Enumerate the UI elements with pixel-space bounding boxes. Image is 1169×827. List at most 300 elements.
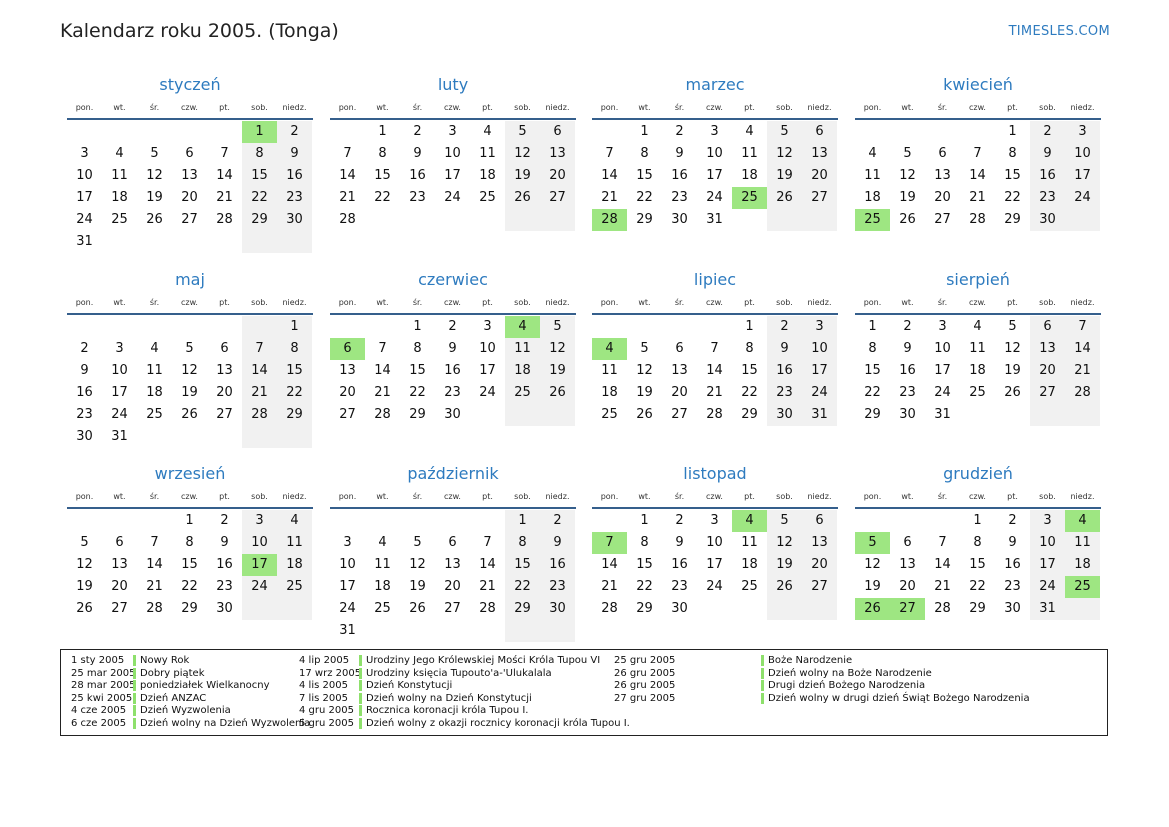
month-name: marzec bbox=[685, 75, 745, 94]
month-name: luty bbox=[437, 75, 469, 94]
weekday-label: niedz. bbox=[282, 298, 307, 307]
day-cell: 29 bbox=[969, 601, 986, 616]
day-cell: 30 bbox=[540, 598, 575, 620]
empty-cell bbox=[697, 316, 732, 338]
legend-holiday-name: poniedziałek Wielkanocny bbox=[133, 680, 270, 691]
day-cell: 29 bbox=[277, 404, 312, 426]
day-cell: 11 bbox=[374, 557, 391, 572]
empty-cell bbox=[242, 316, 277, 338]
legend-date: 6 cze 2005 bbox=[71, 718, 127, 729]
month-name: maj bbox=[175, 270, 205, 289]
day-cell: 11 bbox=[741, 146, 758, 161]
day-cell: 26 bbox=[1004, 385, 1021, 400]
day-cell: 17 bbox=[1065, 165, 1100, 187]
day-cell: 8 bbox=[973, 535, 982, 550]
weekday-label: pon. bbox=[600, 298, 619, 307]
day-cell: 23 bbox=[1030, 187, 1065, 209]
legend-date: 1 sty 2005 bbox=[71, 655, 125, 666]
weekday-label: wt. bbox=[113, 492, 126, 501]
day-cell: 14 bbox=[146, 557, 163, 572]
empty-cell bbox=[102, 510, 137, 532]
day-cell: 14 bbox=[479, 557, 496, 572]
weekday-label: wt. bbox=[638, 492, 651, 501]
day-cell: 15 bbox=[636, 168, 653, 183]
day-cell: 24 bbox=[479, 385, 496, 400]
day-grid bbox=[67, 510, 313, 620]
weekday-label: sob. bbox=[251, 103, 268, 112]
day-cell: 21 bbox=[146, 579, 163, 594]
empty-cell bbox=[400, 620, 435, 642]
empty-cell bbox=[925, 510, 960, 532]
day-cell: 11 bbox=[1065, 532, 1100, 554]
day-cell: 30 bbox=[767, 404, 802, 426]
day-cell: 19 bbox=[899, 190, 916, 205]
empty-cell bbox=[767, 209, 802, 231]
month-name: kwiecień bbox=[943, 75, 1013, 94]
day-cell: 4 bbox=[505, 316, 540, 338]
empty-cell bbox=[137, 231, 172, 253]
empty-cell bbox=[470, 510, 505, 532]
day-cell: 15 bbox=[181, 557, 198, 572]
month-block bbox=[855, 267, 1101, 426]
day-cell: 23 bbox=[1004, 579, 1021, 594]
day-cell: 5 bbox=[150, 146, 159, 161]
day-cell: 10 bbox=[706, 535, 723, 550]
month-block bbox=[67, 267, 313, 448]
holiday-legend bbox=[60, 649, 1108, 736]
weekday-label: pon. bbox=[338, 492, 357, 501]
day-cell: 30 bbox=[444, 407, 461, 422]
day-cell: 10 bbox=[111, 363, 128, 378]
empty-cell bbox=[102, 316, 137, 338]
day-cell: 15 bbox=[636, 557, 653, 572]
empty-cell bbox=[365, 209, 400, 231]
day-cell: 23 bbox=[540, 576, 575, 598]
month-block bbox=[67, 461, 313, 620]
empty-cell bbox=[662, 316, 697, 338]
empty-cell bbox=[540, 404, 575, 426]
day-cell: 22 bbox=[277, 382, 312, 404]
day-cell: 14 bbox=[601, 557, 618, 572]
day-cell: 24 bbox=[242, 576, 277, 598]
day-cell: 3 bbox=[80, 146, 89, 161]
weekday-header bbox=[67, 98, 313, 118]
day-cell: 9 bbox=[903, 341, 912, 356]
legend-date: 26 gru 2005 bbox=[614, 680, 676, 692]
day-cell: 27 bbox=[890, 598, 925, 620]
day-cell: 22 bbox=[242, 187, 277, 209]
day-cell: 13 bbox=[216, 363, 233, 378]
day-cell: 19 bbox=[1004, 363, 1021, 378]
day-cell: 24 bbox=[76, 212, 93, 227]
day-cell: 9 bbox=[277, 143, 312, 165]
weekday-header bbox=[592, 487, 838, 507]
day-cell: 27 bbox=[802, 187, 837, 209]
day-cell: 14 bbox=[242, 360, 277, 382]
month-block bbox=[330, 461, 576, 642]
legend-date: 4 lip 2005 bbox=[299, 655, 350, 666]
weekday-label: pt. bbox=[219, 298, 230, 307]
day-cell: 3 bbox=[242, 510, 277, 532]
day-cell: 16 bbox=[409, 168, 426, 183]
day-cell: 14 bbox=[934, 557, 951, 572]
day-cell: 22 bbox=[969, 579, 986, 594]
weekday-label: pon. bbox=[75, 492, 94, 501]
day-cell: 23 bbox=[444, 385, 461, 400]
legend-holiday-name: Dzień Wyzwolenia bbox=[133, 705, 231, 716]
day-cell: 27 bbox=[671, 407, 688, 422]
day-cell: 9 bbox=[1008, 535, 1017, 550]
day-cell: 22 bbox=[741, 385, 758, 400]
day-cell: 23 bbox=[216, 579, 233, 594]
day-cell: 29 bbox=[181, 601, 198, 616]
weekday-label: czw. bbox=[444, 298, 461, 307]
day-cell: 4 bbox=[868, 146, 877, 161]
site-link[interactable]: TIMESLES.COM bbox=[1008, 24, 1110, 39]
header-rule bbox=[330, 118, 576, 120]
empty-cell bbox=[995, 404, 1030, 426]
day-cell: 25 bbox=[855, 209, 890, 231]
weekday-label: pon. bbox=[863, 298, 882, 307]
empty-cell bbox=[802, 598, 837, 620]
empty-cell bbox=[890, 510, 925, 532]
day-cell: 20 bbox=[934, 190, 951, 205]
day-cell: 1 bbox=[973, 513, 982, 528]
day-cell: 28 bbox=[1065, 382, 1100, 404]
day-cell: 13 bbox=[444, 557, 461, 572]
day-cell: 12 bbox=[899, 168, 916, 183]
legend-date: 25 kwi 2005 bbox=[71, 692, 133, 704]
day-cell: 12 bbox=[767, 143, 802, 165]
day-cell: 9 bbox=[220, 535, 229, 550]
day-cell: 11 bbox=[864, 168, 881, 183]
day-cell: 13 bbox=[540, 143, 575, 165]
legend-date: 5 gru 2005 bbox=[299, 718, 354, 729]
day-grid bbox=[330, 316, 576, 426]
day-cell: 25 bbox=[1065, 576, 1100, 598]
weekday-label: sob. bbox=[776, 298, 793, 307]
day-cell: 27 bbox=[181, 212, 198, 227]
month-block bbox=[592, 461, 838, 620]
weekday-label: pon. bbox=[600, 103, 619, 112]
empty-cell bbox=[67, 121, 102, 143]
month-block bbox=[592, 72, 838, 231]
day-cell: 13 bbox=[934, 168, 951, 183]
header-rule bbox=[67, 118, 313, 120]
day-cell: 14 bbox=[216, 168, 233, 183]
weekday-label: pt. bbox=[744, 492, 755, 501]
day-cell: 6 bbox=[675, 341, 684, 356]
day-cell: 13 bbox=[899, 557, 916, 572]
day-cell: 5 bbox=[185, 341, 194, 356]
empty-cell bbox=[855, 121, 890, 143]
day-cell: 16 bbox=[76, 385, 93, 400]
weekday-label: wt. bbox=[638, 103, 651, 112]
day-cell: 15 bbox=[864, 363, 881, 378]
day-cell: 28 bbox=[216, 212, 233, 227]
weekday-label: wt. bbox=[901, 492, 914, 501]
day-cell: 19 bbox=[76, 579, 93, 594]
empty-cell bbox=[242, 231, 277, 253]
weekday-label: czw. bbox=[969, 103, 986, 112]
day-cell: 4 bbox=[483, 124, 492, 139]
day-cell: 21 bbox=[216, 190, 233, 205]
empty-cell bbox=[207, 121, 242, 143]
weekday-label: niedz. bbox=[807, 103, 832, 112]
month-block bbox=[592, 267, 838, 426]
day-cell: 20 bbox=[216, 385, 233, 400]
day-cell: 13 bbox=[802, 143, 837, 165]
weekday-label: wt. bbox=[376, 492, 389, 501]
weekday-label: czw. bbox=[969, 298, 986, 307]
day-cell: 18 bbox=[864, 190, 881, 205]
day-cell: 7 bbox=[150, 535, 159, 550]
month-name: czerwiec bbox=[418, 270, 488, 289]
empty-cell bbox=[505, 404, 540, 426]
weekday-label: pt. bbox=[219, 492, 230, 501]
day-cell: 23 bbox=[76, 407, 93, 422]
day-cell: 20 bbox=[111, 579, 128, 594]
empty-cell bbox=[277, 598, 312, 620]
day-cell: 18 bbox=[146, 385, 163, 400]
day-cell: 28 bbox=[592, 209, 627, 231]
weekday-header bbox=[330, 293, 576, 313]
day-cell: 19 bbox=[181, 385, 198, 400]
day-cell: 27 bbox=[111, 601, 128, 616]
legend-date: 25 gru 2005 bbox=[614, 655, 676, 666]
day-cell: 2 bbox=[767, 316, 802, 338]
day-cell: 19 bbox=[146, 190, 163, 205]
legend-holiday-name: Urodziny księcia Tupouto'a-'Ulukalala bbox=[359, 668, 552, 679]
month-block bbox=[67, 72, 313, 253]
header-rule bbox=[855, 118, 1101, 120]
day-cell: 12 bbox=[767, 532, 802, 554]
day-cell: 21 bbox=[479, 579, 496, 594]
day-cell: 29 bbox=[741, 407, 758, 422]
day-cell: 26 bbox=[899, 212, 916, 227]
legend-date: 4 lis 2005 bbox=[299, 680, 348, 692]
day-cell: 31 bbox=[706, 212, 723, 227]
day-cell: 3 bbox=[710, 513, 719, 528]
legend-holiday-name: Dzień wolny na Boże Narodzenie bbox=[761, 668, 932, 679]
empty-cell bbox=[365, 316, 400, 338]
day-cell: 10 bbox=[706, 146, 723, 161]
header-rule bbox=[855, 507, 1101, 509]
weekday-label: sob. bbox=[776, 492, 793, 501]
empty-cell bbox=[102, 121, 137, 143]
weekday-label: pt. bbox=[482, 298, 493, 307]
day-cell: 28 bbox=[242, 404, 277, 426]
day-cell: 26 bbox=[76, 601, 93, 616]
day-cell: 18 bbox=[969, 363, 986, 378]
day-cell: 22 bbox=[636, 579, 653, 594]
day-cell: 25 bbox=[732, 187, 767, 209]
day-cell: 6 bbox=[220, 341, 229, 356]
empty-cell bbox=[732, 598, 767, 620]
day-cell: 29 bbox=[242, 209, 277, 231]
day-cell: 11 bbox=[146, 363, 163, 378]
weekday-label: pt. bbox=[1007, 492, 1018, 501]
day-cell: 8 bbox=[185, 535, 194, 550]
day-cell: 18 bbox=[1065, 554, 1100, 576]
month-name: grudzień bbox=[943, 464, 1013, 483]
weekday-label: pon. bbox=[75, 298, 94, 307]
legend-date: 25 mar 2005 bbox=[71, 667, 136, 679]
day-cell: 4 bbox=[973, 319, 982, 334]
weekday-label: wt. bbox=[901, 103, 914, 112]
day-grid bbox=[330, 510, 576, 642]
weekday-label: sob. bbox=[514, 298, 531, 307]
day-cell: 4 bbox=[732, 510, 767, 532]
day-cell: 6 bbox=[802, 121, 837, 143]
day-cell: 6 bbox=[185, 146, 194, 161]
day-cell: 1 bbox=[505, 510, 540, 532]
weekday-label: śr. bbox=[412, 492, 423, 501]
day-cell: 26 bbox=[855, 598, 890, 620]
empty-cell bbox=[67, 316, 102, 338]
weekday-label: pt. bbox=[744, 298, 755, 307]
day-cell: 27 bbox=[540, 187, 575, 209]
day-cell: 14 bbox=[339, 168, 356, 183]
day-cell: 8 bbox=[378, 146, 387, 161]
legend-holiday-name: Urodziny Jego Królewskiej Mości Króla Tupou VI bbox=[359, 655, 600, 666]
day-grid bbox=[592, 510, 838, 620]
day-cell: 31 bbox=[76, 234, 93, 249]
day-cell: 31 bbox=[934, 407, 951, 422]
weekday-label: śr. bbox=[412, 103, 423, 112]
weekday-label: niedz. bbox=[545, 492, 570, 501]
empty-cell bbox=[365, 510, 400, 532]
day-grid bbox=[592, 316, 838, 426]
header-rule bbox=[330, 507, 576, 509]
day-cell: 8 bbox=[242, 143, 277, 165]
empty-cell bbox=[137, 510, 172, 532]
day-cell: 30 bbox=[216, 601, 233, 616]
day-cell: 9 bbox=[675, 146, 684, 161]
empty-cell bbox=[242, 426, 277, 448]
day-cell: 7 bbox=[710, 341, 719, 356]
weekday-label: sob. bbox=[1039, 298, 1056, 307]
day-cell: 19 bbox=[505, 165, 540, 187]
day-cell: 1 bbox=[242, 121, 277, 143]
day-cell: 17 bbox=[706, 168, 723, 183]
day-cell: 5 bbox=[505, 121, 540, 143]
empty-cell bbox=[365, 620, 400, 642]
day-cell: 31 bbox=[339, 623, 356, 638]
day-cell: 15 bbox=[374, 168, 391, 183]
day-cell: 22 bbox=[864, 385, 881, 400]
weekday-label: pt. bbox=[482, 492, 493, 501]
empty-cell bbox=[470, 404, 505, 426]
header-rule bbox=[855, 313, 1101, 315]
day-cell: 28 bbox=[146, 601, 163, 616]
empty-cell bbox=[1065, 209, 1100, 231]
day-cell: 11 bbox=[741, 535, 758, 550]
day-cell: 5 bbox=[767, 121, 802, 143]
empty-cell bbox=[505, 209, 540, 231]
day-cell: 15 bbox=[741, 363, 758, 378]
day-grid bbox=[855, 316, 1101, 426]
day-cell: 7 bbox=[1065, 316, 1100, 338]
day-cell: 21 bbox=[969, 190, 986, 205]
weekday-header bbox=[855, 293, 1101, 313]
weekday-label: śr. bbox=[412, 298, 423, 307]
day-cell: 8 bbox=[1008, 146, 1017, 161]
weekday-label: wt. bbox=[638, 298, 651, 307]
empty-cell bbox=[277, 231, 312, 253]
day-cell: 4 bbox=[745, 124, 754, 139]
day-cell: 22 bbox=[409, 385, 426, 400]
empty-cell bbox=[470, 620, 505, 642]
day-cell: 8 bbox=[868, 341, 877, 356]
day-cell: 12 bbox=[409, 557, 426, 572]
day-cell: 15 bbox=[505, 554, 540, 576]
empty-cell bbox=[732, 209, 767, 231]
day-cell: 26 bbox=[767, 187, 802, 209]
day-cell: 16 bbox=[444, 363, 461, 378]
day-cell: 1 bbox=[277, 316, 312, 338]
weekday-header bbox=[67, 293, 313, 313]
empty-cell bbox=[540, 620, 575, 642]
day-cell: 1 bbox=[640, 513, 649, 528]
day-cell: 12 bbox=[864, 557, 881, 572]
day-cell: 24 bbox=[339, 601, 356, 616]
day-cell: 19 bbox=[767, 554, 802, 576]
day-cell: 2 bbox=[277, 121, 312, 143]
day-cell: 23 bbox=[277, 187, 312, 209]
day-cell: 8 bbox=[745, 341, 754, 356]
weekday-label: niedz. bbox=[282, 492, 307, 501]
weekday-label: czw. bbox=[706, 103, 723, 112]
day-cell: 24 bbox=[111, 407, 128, 422]
day-cell: 30 bbox=[671, 212, 688, 227]
day-cell: 24 bbox=[706, 190, 723, 205]
weekday-label: czw. bbox=[444, 103, 461, 112]
weekday-label: wt. bbox=[113, 103, 126, 112]
day-cell: 12 bbox=[540, 338, 575, 360]
header-rule bbox=[592, 507, 838, 509]
month-block bbox=[330, 267, 576, 426]
day-cell: 28 bbox=[969, 212, 986, 227]
empty-cell bbox=[172, 426, 207, 448]
day-cell: 25 bbox=[741, 579, 758, 594]
day-cell: 25 bbox=[601, 407, 618, 422]
day-cell: 30 bbox=[671, 601, 688, 616]
empty-cell bbox=[802, 209, 837, 231]
weekday-label: sob. bbox=[776, 103, 793, 112]
weekday-label: śr. bbox=[149, 492, 160, 501]
day-cell: 18 bbox=[505, 360, 540, 382]
weekday-label: sob. bbox=[514, 103, 531, 112]
day-cell: 25 bbox=[505, 382, 540, 404]
day-cell: 18 bbox=[374, 579, 391, 594]
day-cell: 5 bbox=[1008, 319, 1017, 334]
day-cell: 28 bbox=[706, 407, 723, 422]
weekday-header bbox=[67, 487, 313, 507]
day-cell: 2 bbox=[220, 513, 229, 528]
day-cell: 20 bbox=[339, 385, 356, 400]
day-cell: 13 bbox=[111, 557, 128, 572]
day-cell: 5 bbox=[855, 532, 890, 554]
day-cell: 10 bbox=[1065, 143, 1100, 165]
day-cell: 15 bbox=[242, 165, 277, 187]
day-cell: 15 bbox=[1004, 168, 1021, 183]
day-cell: 4 bbox=[1065, 510, 1100, 532]
day-cell: 14 bbox=[601, 168, 618, 183]
weekday-label: pon. bbox=[863, 492, 882, 501]
header-rule bbox=[330, 313, 576, 315]
day-cell: 15 bbox=[409, 363, 426, 378]
